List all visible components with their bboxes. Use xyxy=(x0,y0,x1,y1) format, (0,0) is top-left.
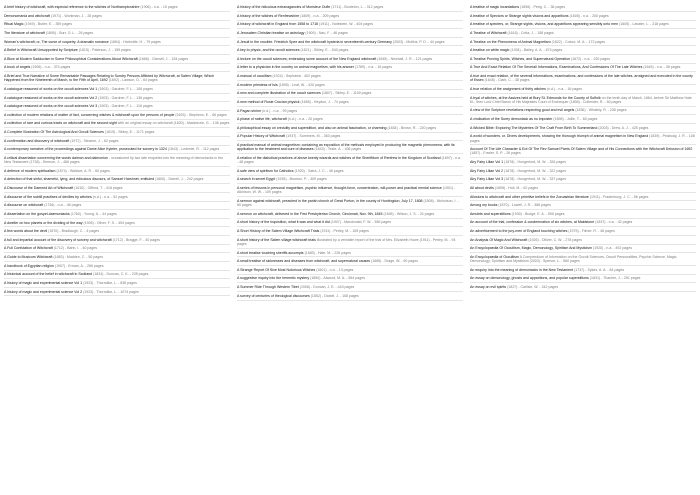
book-meta: (1883) - Madden, C. - 50 pages xyxy=(53,255,103,259)
book-meta: (1831) - Thacher, J. - 251 pages xyxy=(589,276,641,281)
book-entry xyxy=(4,121,230,128)
book-title-link[interactable]: A short history of the Salem village witchcraft trials xyxy=(237,237,316,242)
book-entry xyxy=(237,40,463,47)
book-entry xyxy=(4,5,230,12)
book-title-link[interactable]: Among my books xyxy=(470,203,498,208)
book-title-link[interactable]: A Jerusalem Christian treatise on astrology xyxy=(237,30,305,35)
book-meta: (1834) - Brown, R. - 220 pages xyxy=(387,125,437,130)
book-meta: (1737) - Sykes, A. A. - 84 pages xyxy=(574,267,625,272)
book-meta: (1610) - Gifford, T. - 418 pages xyxy=(74,186,123,190)
book-entry xyxy=(237,109,463,116)
book-meta: (1668) - Glanvill, J. - 154 pages xyxy=(138,56,189,61)
book-entry xyxy=(4,31,230,38)
book-title-link[interactable]: A short treatise touching sheriffs accompts xyxy=(237,250,304,255)
book-title-link[interactable]: A treatise on white magic xyxy=(470,48,510,53)
book-meta: (1760) - Young, A. - 44 pages xyxy=(70,211,117,216)
book-meta: (1878) - Hungerford, M. W. - 326 pages xyxy=(504,160,567,164)
book-entry xyxy=(470,203,696,210)
book-meta: (1857) - Fowler, S. P. - 26 pages xyxy=(470,151,521,156)
book-entry xyxy=(4,169,230,176)
catalogue-columns xyxy=(4,5,696,302)
book-title-link[interactable]: A treatise of specters, or, Strange sights, visions, and apparitions appearing sensibly unto men xyxy=(470,22,619,27)
book-title-link[interactable]: A history of the ridiculous extravagancies of Monsieur Oufle xyxy=(237,5,331,9)
book-entry xyxy=(470,160,696,167)
book-entry xyxy=(4,57,230,64)
book-title-link[interactable]: A letter to a physician in the country on animal magnetism, with his answer xyxy=(237,65,354,70)
book-title-link[interactable]: A Belief in Witchcraft Unsupported by Scripture xyxy=(4,48,78,53)
book-title-link[interactable]: A series of lessons in personal magnetism, psychic influence, thought-force, concentration, will-power and practical mental science xyxy=(237,186,442,190)
book-title-link[interactable]: A collection of modern relations of matter of fact, concerning witches & witchcraft upon the persons of people xyxy=(4,112,175,117)
book-title-link[interactable]: A confirmation and discovery of witchcraft xyxy=(4,138,70,143)
book-entry xyxy=(4,87,230,94)
book-title-link[interactable]: A Wicked Bible: Exploring The Mysteries Of The Craft From Birth To Summerland xyxy=(470,125,598,130)
book-title-link[interactable]: A defence of modern spiritualism xyxy=(4,168,56,173)
book-title-link[interactable]: A history of magic and experimental science Vol 1 xyxy=(4,280,83,285)
book-meta: (1907) - Macdonald, F. W. - 356 pages xyxy=(330,220,391,225)
book-title-link[interactable]: A new method of Rosie Crucian physick xyxy=(237,99,300,104)
book-meta: (2003) - Mullins, P. D. - 44 pages xyxy=(392,39,445,44)
book-entry xyxy=(470,238,696,245)
book-entry xyxy=(4,130,230,137)
book-entry xyxy=(4,22,230,29)
book-entry xyxy=(470,220,696,227)
book-title-link[interactable]: A sermon against witchcraft, preached in the parish church of Great Porton, in the county of Huntingdon, July 17, 1808 xyxy=(237,198,423,203)
book-entry xyxy=(237,117,463,124)
book-title-link[interactable]: A phase of native life, witchcraft xyxy=(237,117,287,122)
book-title-link[interactable]: A relation of the diabolical practices of above twenty wizards and witches of the Sheriffdom of Renfrew in the Kingdom of Scotland xyxy=(237,155,441,160)
book-entry xyxy=(470,40,696,47)
book-meta: (n.d.) - n.a. - 16 pages xyxy=(546,86,582,91)
book-entry xyxy=(4,212,230,219)
book-meta: (1843) - Ledrede, R. - 112 pages xyxy=(167,147,220,152)
book-meta: (1906) - n.a. - 374 pages xyxy=(31,65,71,70)
book-entry xyxy=(4,195,230,202)
book-title-link[interactable]: A short history of the Inquisition, what it was and what it did xyxy=(237,220,330,225)
book-meta: (1878) - Hungerford, M. W. - 337 pages xyxy=(504,177,567,182)
book-meta: (1683) - Hale, M. - 226 pages xyxy=(304,250,351,255)
book-meta: (1923) - Thorndike, L. - 1074 pages xyxy=(83,289,139,294)
book-title-link[interactable]: A catalogue reasoned of works on the occult sciences Vol 2 xyxy=(4,95,98,100)
book-meta: (1874) - Wallace, A. R. - 60 pages xyxy=(56,168,110,173)
book-title-link[interactable]: A lecture on the occult sciences; embracing some account of the New England witchcraft xyxy=(237,56,377,61)
book-entry xyxy=(237,229,463,236)
book-title-link[interactable]: A view of the Scripture revelations respecting good and evil angels xyxy=(470,108,575,113)
book-title-link[interactable]: A Jesuit in the crucible. Friedrich Spee and the witchcraft hysteria in seventeenth-century Germany xyxy=(237,39,392,44)
book-meta: (1906) - n.a. - 15 pages xyxy=(140,5,178,9)
book-title-link[interactable]: A new and complete illustration of the occult sciences xyxy=(237,91,321,96)
book-entry xyxy=(470,147,696,158)
book-meta: (1712) - Bragge, F. - 40 pages xyxy=(112,237,160,242)
book-title-link[interactable]: A true relation of the araignment of thirty witches xyxy=(470,86,546,91)
book-title-link[interactable]: A Popular History of Witchcraft xyxy=(237,134,286,139)
book-title-link[interactable]: A suggestive inquiry into the hermetic mystery xyxy=(237,276,310,281)
book-title-link[interactable]: A world of wonders, or, Divers developments, showing the thorough triumph of animal magnetism in New England xyxy=(470,134,649,139)
book-title-link[interactable]: A Treatise Proving Spirits, Witches, and Supernatural Operation xyxy=(470,56,570,61)
book-entry xyxy=(4,177,230,184)
book-entry xyxy=(4,74,230,85)
book-title-link[interactable]: Amulets and superstitions xyxy=(470,211,511,216)
book-meta: (1601) - n.a. - 13 pages xyxy=(316,267,354,272)
book-entry xyxy=(4,113,230,120)
book-entry xyxy=(4,255,230,262)
book-entry xyxy=(4,229,230,236)
book-title-link[interactable]: A handbook of Egyptian religion xyxy=(4,263,54,268)
book-title-link[interactable]: A Complete Illustration Of The Astrological And Occult Sciences xyxy=(4,130,104,134)
book-title-link[interactable]: A key to physic, and the occult sciences xyxy=(237,48,300,53)
book-entry xyxy=(237,276,463,283)
book-meta: (1854) - Harbottle, H. - 79 pages xyxy=(109,39,161,44)
book-meta: with an original essay on witchcraft (1820) - Mackenzie, G. - 136 pages xyxy=(117,121,230,126)
book-entry xyxy=(237,14,463,21)
book-meta: A Compendium of Information on the Occult Sciences, Occult Personalities, Psychic Science, Magic, Demonology, Spiritism and Mysticism (2003) - Spence, L. - 560 pages xyxy=(470,254,678,264)
book-meta: (1923) - Thorndike, L. - 836 pages xyxy=(83,280,137,285)
book-entry xyxy=(470,14,696,21)
book-meta: (1789) - n.a. - 16 pages xyxy=(354,65,392,70)
book-meta: (1911) - Notestein, W. - 404 pages xyxy=(319,22,373,27)
book-title-link[interactable]: A detection of that sinful, shameful, lying, and ridiculous discours, of Samuel Harshnet, entituled xyxy=(4,177,155,182)
book-entry xyxy=(237,91,463,98)
book-title-link[interactable]: A safe view of spiritism for Catholics xyxy=(237,168,294,173)
book-title-link[interactable]: An Encyclopaedia of Occultism xyxy=(470,254,519,259)
book-meta: (1905) - Oliver, F. S. - 454 pages xyxy=(83,220,135,225)
book-entry xyxy=(470,246,696,253)
book-entry xyxy=(4,104,230,111)
book-title-link[interactable]: A Full Confutation of Witchcraft xyxy=(4,246,53,251)
book-entry xyxy=(470,31,696,38)
book-title-link[interactable]: A Pagan shrine xyxy=(237,108,262,113)
book-title-link[interactable]: A treatise of Spectors or Strange sights visions and apparitions xyxy=(470,13,569,18)
book-meta: (1736) - n.a. - 46 pages xyxy=(44,203,82,208)
book-entry xyxy=(4,246,230,253)
book-title-link[interactable]: An Encyclopaedia Of Occultism, Magic, Demonology, Spiritism And Mysticism xyxy=(470,246,592,251)
book-entry xyxy=(4,48,230,55)
book-title-link[interactable]: A few words about the devil xyxy=(4,229,48,234)
book-meta: (1605) - Lavater, L. - 218 pages xyxy=(619,22,669,27)
book-entry xyxy=(4,186,230,193)
book-entry xyxy=(237,251,463,258)
book-meta: (1911) - Fradenburg, J. C. - 56 pages xyxy=(589,194,649,199)
book-meta: (1906) - Duncan, J. E. - 443 pages xyxy=(299,285,355,289)
book-meta: (1971) - Workman, J. - 26 pages xyxy=(50,13,102,18)
book-entry xyxy=(470,285,696,292)
book-meta: (1845) - Newhall, J. R. - 121 pages xyxy=(377,56,433,61)
book-meta: (1920) - n.a. - 492 pages xyxy=(592,246,632,251)
book-title-link[interactable]: A search in secret Egypt xyxy=(237,177,276,182)
book-title-link[interactable]: A Summer Ride Through Western Tibet xyxy=(237,285,299,289)
book-meta: (n.d.) - n.a. - 99 pages xyxy=(262,108,298,113)
book-meta: (1852) - Daniel, J. - 108 pages xyxy=(310,293,359,298)
book-entry xyxy=(470,276,696,283)
book-title-link[interactable]: A Guide to Musicum Witchcraft xyxy=(4,255,53,259)
book-entry xyxy=(237,186,463,197)
book-title-link[interactable]: A catalogue reasoned of works on the occult sciences Vol 3 xyxy=(4,104,98,109)
book-entry xyxy=(237,74,463,81)
book-meta: (1850) - Atwood, M. A. - 564 pages xyxy=(310,276,365,281)
book-meta: (1605) - n.a. - 200 pages xyxy=(569,13,609,18)
book-title-link[interactable]: A practical manual of animal magnetism; containing an exposition of the methods employed in producing the magnetic phenomena, with its application to the treatment and cure of diseases xyxy=(237,143,455,152)
book-entry xyxy=(237,177,463,184)
book-title-link[interactable]: A vindication of the Surey demoniack as no imposter xyxy=(470,117,553,121)
book-entry xyxy=(4,290,230,297)
book-entry xyxy=(237,83,463,90)
book-entry xyxy=(470,169,696,176)
book-meta: (1909) - Nau, F. - 46 pages xyxy=(305,30,348,35)
book-entry xyxy=(470,134,696,145)
book-entry xyxy=(470,108,696,115)
book-meta: (1896) - Perig, C. - 36 pages xyxy=(520,5,566,9)
book-meta: (1901) - Atkinson, W. W. - 109 pages xyxy=(237,186,456,195)
catalogue-column-2 xyxy=(237,5,463,302)
catalogue-column-3 xyxy=(470,5,696,302)
book-meta: (1975) - Filmer, R. - 46 pages xyxy=(568,229,615,233)
book-entry xyxy=(470,74,696,85)
book-meta: (2003) - Drew, A. J. - 425 pages xyxy=(598,125,649,130)
book-entry xyxy=(237,48,463,55)
book-title-link[interactable]: A Discourse of the Damned Art of Witchcraft xyxy=(4,186,74,190)
book-entry xyxy=(470,186,696,193)
book-title-link[interactable]: A critical dissertation concerning the words daimon and daimonion xyxy=(4,155,108,160)
book-meta: (1836) - Whately, R. - 236 pages xyxy=(575,108,627,113)
book-entry xyxy=(237,268,463,275)
book-entry xyxy=(237,5,463,12)
book-title-link[interactable]: A Blow at Modern Sadducism in Some Philosophical Considerations About Witchcraft xyxy=(4,56,138,61)
book-meta: (1895) - Leaf, W. - 420 pages xyxy=(278,82,325,87)
book-title-link[interactable]: An enquiry into the meaning of demoniacks in the New Testament xyxy=(470,267,574,272)
book-meta: (1911) - Perley, M. - 105 pages xyxy=(320,229,369,233)
book-title-link[interactable]: A modern priestess of Isis xyxy=(237,82,278,87)
book-meta: (1815) - Paterson, J. - 159 pages xyxy=(78,48,131,53)
book-entry xyxy=(4,203,230,210)
book-title-link[interactable]: Airy Fairy Lilian Vol 1 xyxy=(470,160,504,164)
book-entry xyxy=(470,96,696,107)
book-meta: (1937) - Summers, M. - 363 pages xyxy=(286,134,341,139)
book-title-link[interactable]: A book of angels xyxy=(4,65,31,70)
book-meta: on the tenth day of March, 1664, before Sir Matthew Hale Kt., then Lord Chief Baron of His Majesties Court of Exchequer (1838) - Cullender, R. - 60 pages xyxy=(470,95,692,104)
book-title-link[interactable]: A Treatise on the Phenomena of Animal Magnetism xyxy=(470,39,551,44)
book-title-link[interactable]: A collection of rare and curious tracts on witchcraft and the second sight xyxy=(4,121,117,126)
book-meta: (1821) - Sibley, E. - 540 pages xyxy=(300,48,349,53)
book-entry xyxy=(470,177,696,184)
book-title-link[interactable]: A catalogue reasoned of works on the occult sciences Vol 1 xyxy=(4,86,98,91)
book-meta: (1827) - Carlisle, W. - 242 pages xyxy=(507,285,559,289)
book-entry xyxy=(4,139,230,146)
book-meta: (1658) - Heydon, J. - 74 pages xyxy=(300,99,349,104)
book-entry xyxy=(470,22,696,29)
book-title-link[interactable]: A history of the witches of Renfrewshire xyxy=(237,13,300,18)
book-meta: (1809) - n.a. - 209 pages xyxy=(300,13,340,18)
book-entry xyxy=(4,96,230,103)
book-meta: (1645) - n.a. - 36 pages xyxy=(643,65,681,70)
book-meta: (1972) - Stearne, J. - 62 pages xyxy=(70,138,119,143)
book-title-link[interactable]: A tryal of witches, at the Assizes held at Bury St. Edmonds for the County of Suffolk xyxy=(470,95,601,100)
book-meta: (1692) - Lawson, D. - 64 pages xyxy=(108,78,158,83)
book-entry xyxy=(237,220,463,227)
book-title-link[interactable]: A Treatise of Witchcraft xyxy=(470,30,507,35)
book-title-link[interactable]: Ritual Magic xyxy=(4,22,24,27)
book-title-link[interactable]: A contemporary narrative of the proceedings against Dame Alice Kyteler, prosecuted for sorcery in 1324 xyxy=(4,147,167,152)
book-entry xyxy=(470,87,696,94)
book-title-link[interactable]: A history of magic and experimental science Vol 2 xyxy=(4,289,83,294)
book-meta: (1930) - Budge, E. A. - 590 pages xyxy=(511,211,565,216)
book-title-link[interactable]: An advertisement to the jury-men of England touching witches xyxy=(470,229,568,233)
book-entry xyxy=(237,199,463,210)
book-meta: (1870) - Bradlaugh, C. - 4 pages xyxy=(48,229,100,234)
book-meta: (1903) - Gardner, F. L. - 106 pages xyxy=(98,86,153,91)
book-entry xyxy=(470,195,696,202)
book-meta: (1845) - Wilson, J. S. - 24 pages xyxy=(383,211,435,216)
book-title-link[interactable]: Airy Fairy Lilian Vol 2 xyxy=(470,168,504,173)
book-meta: (1898) - Hull, M. - 62 pages xyxy=(494,185,539,190)
book-entry xyxy=(237,212,463,219)
book-meta: (1890) - Burr, G. L. - 26 pages xyxy=(45,30,94,35)
book-meta: (1807) - Sibley, E. - 1100 pages xyxy=(321,91,372,96)
book-title-link[interactable]: A dissertation on the gospel-daemoniacks xyxy=(4,211,70,216)
book-entry xyxy=(4,264,230,271)
book-title-link[interactable]: A full and impartial account of the discovery of sorcery and witchcraft xyxy=(4,237,112,242)
book-title-link[interactable]: A sermon on witchcraft, delivered in the First Presbyterian Church, Cincinnati, Nov. 9th, 1845 xyxy=(237,211,383,216)
book-meta: (n.d.) - n.a. - 52 pages xyxy=(92,194,128,199)
book-entry xyxy=(4,147,230,154)
book-meta: (1693) - Stephens, E. - 66 pages xyxy=(175,112,227,117)
book-meta: (1665) - Drage, W. - 90 pages xyxy=(371,259,418,264)
book-title-link[interactable]: A treatise of magic incantations xyxy=(470,5,520,9)
book-meta: (1878) - Hungerford, M. W. - 322 pages xyxy=(504,168,567,173)
book-title-link[interactable]: A historical account of the belief in witchcraft in Scotland xyxy=(4,272,93,277)
book-entry xyxy=(237,65,463,72)
book-meta: (1935) - Brunton, P. - 309 pages xyxy=(276,177,327,182)
book-entry xyxy=(4,238,230,245)
book-entry xyxy=(470,117,696,124)
book-entry xyxy=(237,169,463,176)
book-entry xyxy=(470,212,696,219)
book-title-link[interactable]: A Brief and True Narrative of Some Remarkable Passages Relating to Sundry Persons Afflicted by Witchcraft, at Salem Village; Which Happened from the Nineteenth of March, to the Fifth of April, 1692 xyxy=(4,74,215,83)
book-meta: (n.d.) - n.a. - 20 pages xyxy=(287,117,323,122)
book-title-link[interactable]: An account of the trial, confession & condemnation of six witches, at Maidstone xyxy=(470,220,595,225)
book-entry xyxy=(237,134,463,141)
book-title-link[interactable]: A brief history of witchcraft, with especial reference to the witches of Northamptonshire xyxy=(4,5,140,9)
book-meta: (1924) - Sepharial - 402 pages xyxy=(272,74,321,78)
book-entry xyxy=(470,229,696,236)
book-entry xyxy=(4,156,230,167)
book-entry xyxy=(237,126,463,133)
book-title-link[interactable]: A history of witchcraft in England from 1558 to 1718 xyxy=(237,22,319,27)
book-title-link[interactable]: A small treatise of sicknesses and diseases from witchcraft, and supernatural causes xyxy=(237,259,371,264)
book-entry xyxy=(4,14,230,21)
book-title-link[interactable]: An essay on demonology, ghosts and apparitions, and popular superstitions xyxy=(470,276,589,281)
book-entry xyxy=(4,40,230,47)
catalogue-column-1 xyxy=(4,5,230,302)
book-title-link[interactable]: A discourse on witchcraft xyxy=(4,203,44,208)
book-entry xyxy=(470,255,696,266)
book-entry xyxy=(237,238,463,249)
book-entry xyxy=(470,268,696,275)
book-entry xyxy=(237,259,463,266)
book-title-link[interactable]: An essay on evil spirits xyxy=(470,285,507,289)
book-title-link[interactable]: A philosophical essay on credulity and superstition, and also on animal fascination, or charming xyxy=(237,125,387,130)
book-meta: (1907) - Erman, A. - 266 pages xyxy=(54,263,104,268)
book-meta: (1711) - Bordelon, L. - 312 pages xyxy=(331,5,384,9)
book-meta: (1903) - Gardner, F. L. - 116 pages xyxy=(98,104,153,109)
book-title-link[interactable]: Airy Fairy Lilian Vol 3 xyxy=(470,177,504,182)
book-title-link[interactable]: A Strange Report Of Sixe Most Notorious Witches xyxy=(237,267,316,272)
book-entry xyxy=(237,31,463,38)
book-meta: (1697) - n.a. - 48 pages xyxy=(237,155,461,165)
book-meta: (1949) - Butler, E. - 359 pages xyxy=(24,22,73,27)
book-entry xyxy=(237,156,463,167)
book-meta: (1698) - Jollie, T. - 60 pages xyxy=(553,117,598,121)
book-entry xyxy=(237,57,463,64)
book-entry xyxy=(470,126,696,133)
book-title-link[interactable]: All about devils xyxy=(470,185,494,190)
book-entry xyxy=(470,48,696,55)
book-entry xyxy=(4,272,230,279)
book-meta: (1822) - Colour, M. A. - 172 pages xyxy=(551,39,606,44)
book-title-link[interactable]: A dweller on two planets or the dividing of the way xyxy=(4,220,83,225)
book-meta: (1616) - Cotta, J. - 158 pages xyxy=(507,30,554,35)
book-meta: (1843) - Teste, A. - 406 pages xyxy=(314,147,362,152)
book-meta: (1600) - Darrell, J. - 242 pages xyxy=(155,177,204,182)
book-meta: (1934) - Bailey, A. A. - 674 pages xyxy=(510,48,563,53)
book-title-link[interactable]: A true and exact relation, of the severall informations, examinations, and confessions of the late witches, arraigned and executed in the county of Essex xyxy=(470,74,693,83)
book-meta: (1672) - n.a. - 220 pages xyxy=(570,56,611,61)
book-meta: (1712) - Bahn, I. - 40 pages xyxy=(53,246,98,251)
book-entry xyxy=(237,22,463,29)
book-title-link[interactable]: A manual of occultism xyxy=(237,74,272,78)
book-title-link[interactable]: A discourse of the subtill practises of devilles by witches xyxy=(4,194,92,199)
book-title-link[interactable]: An Analysis Of Magic And Witchcraft xyxy=(470,237,528,242)
book-entry xyxy=(237,285,463,292)
book-entry xyxy=(470,5,696,12)
book-meta: (1808) - Nicholson, I. - 60 pages xyxy=(237,198,459,208)
book-title-link[interactable]: A True And Exact Relation Of The Severall Informations, Examinations, And Confessions Of The Late Witches xyxy=(470,65,643,70)
book-entry xyxy=(237,294,463,301)
book-meta: (1870) - Lowell, J. R. - 386 pages xyxy=(498,203,551,208)
book-entry xyxy=(237,100,463,107)
book-meta: (1920) - Satra, J. C. - 46 pages xyxy=(294,168,344,173)
book-meta: (1926) - Olliver, C. W. - 278 pages xyxy=(528,237,582,242)
book-title-link[interactable]: Woman's witchcraft; or, The curse of coquetry. A dramatic romance xyxy=(4,39,109,44)
book-entry xyxy=(470,57,696,64)
book-meta: (1837) - n.a. - 42 pages xyxy=(595,220,633,225)
book-title-link[interactable]: A Short History of the Salem Village Witchcraft Trials xyxy=(237,229,320,233)
book-meta: (1834) - Duncan, C. K. - 235 pages xyxy=(93,272,149,277)
book-title-link[interactable]: A survey of centuries of theological discourses xyxy=(237,293,310,298)
book-title-link[interactable]: Account Of The Life Character & Eot Of The Rev Samuel Parris Of Salem Village and of His Connections with the Witchcraft Delusion of 1692 xyxy=(470,147,693,152)
book-entry xyxy=(4,221,230,228)
book-title-link[interactable]: Demonomania and witchcraft xyxy=(4,13,50,18)
book-entry xyxy=(4,281,230,288)
book-meta: (1645) - Clark, C. - 38 pages xyxy=(484,78,530,83)
book-meta: - occasioned by two late enquiries into the meaning of demoniacks in the New Testament (1738) - Sermon, J. - 466 pages xyxy=(4,155,224,165)
book-entry xyxy=(237,143,463,154)
book-meta: (1839) - Peabody, J. R. - 108 pages xyxy=(470,134,695,143)
book-meta: illustrated by a verbatim report of the trial of Mrs. Elizabeth Howe (1911) - Perley, M. - 94 pages xyxy=(237,237,456,246)
book-entry xyxy=(470,65,696,72)
book-meta: (1903) - Gardner, F. L. - 136 pages xyxy=(98,95,153,100)
book-title-link[interactable]: The literature of witchcraft xyxy=(4,30,45,35)
book-entry xyxy=(4,65,230,72)
book-meta: (1819) - Sibley, E. - 1171 pages xyxy=(104,130,155,134)
book-title-link[interactable]: Allusions to witchcraft and other primitive beliefs in the Zoroastrian literature xyxy=(470,194,589,199)
